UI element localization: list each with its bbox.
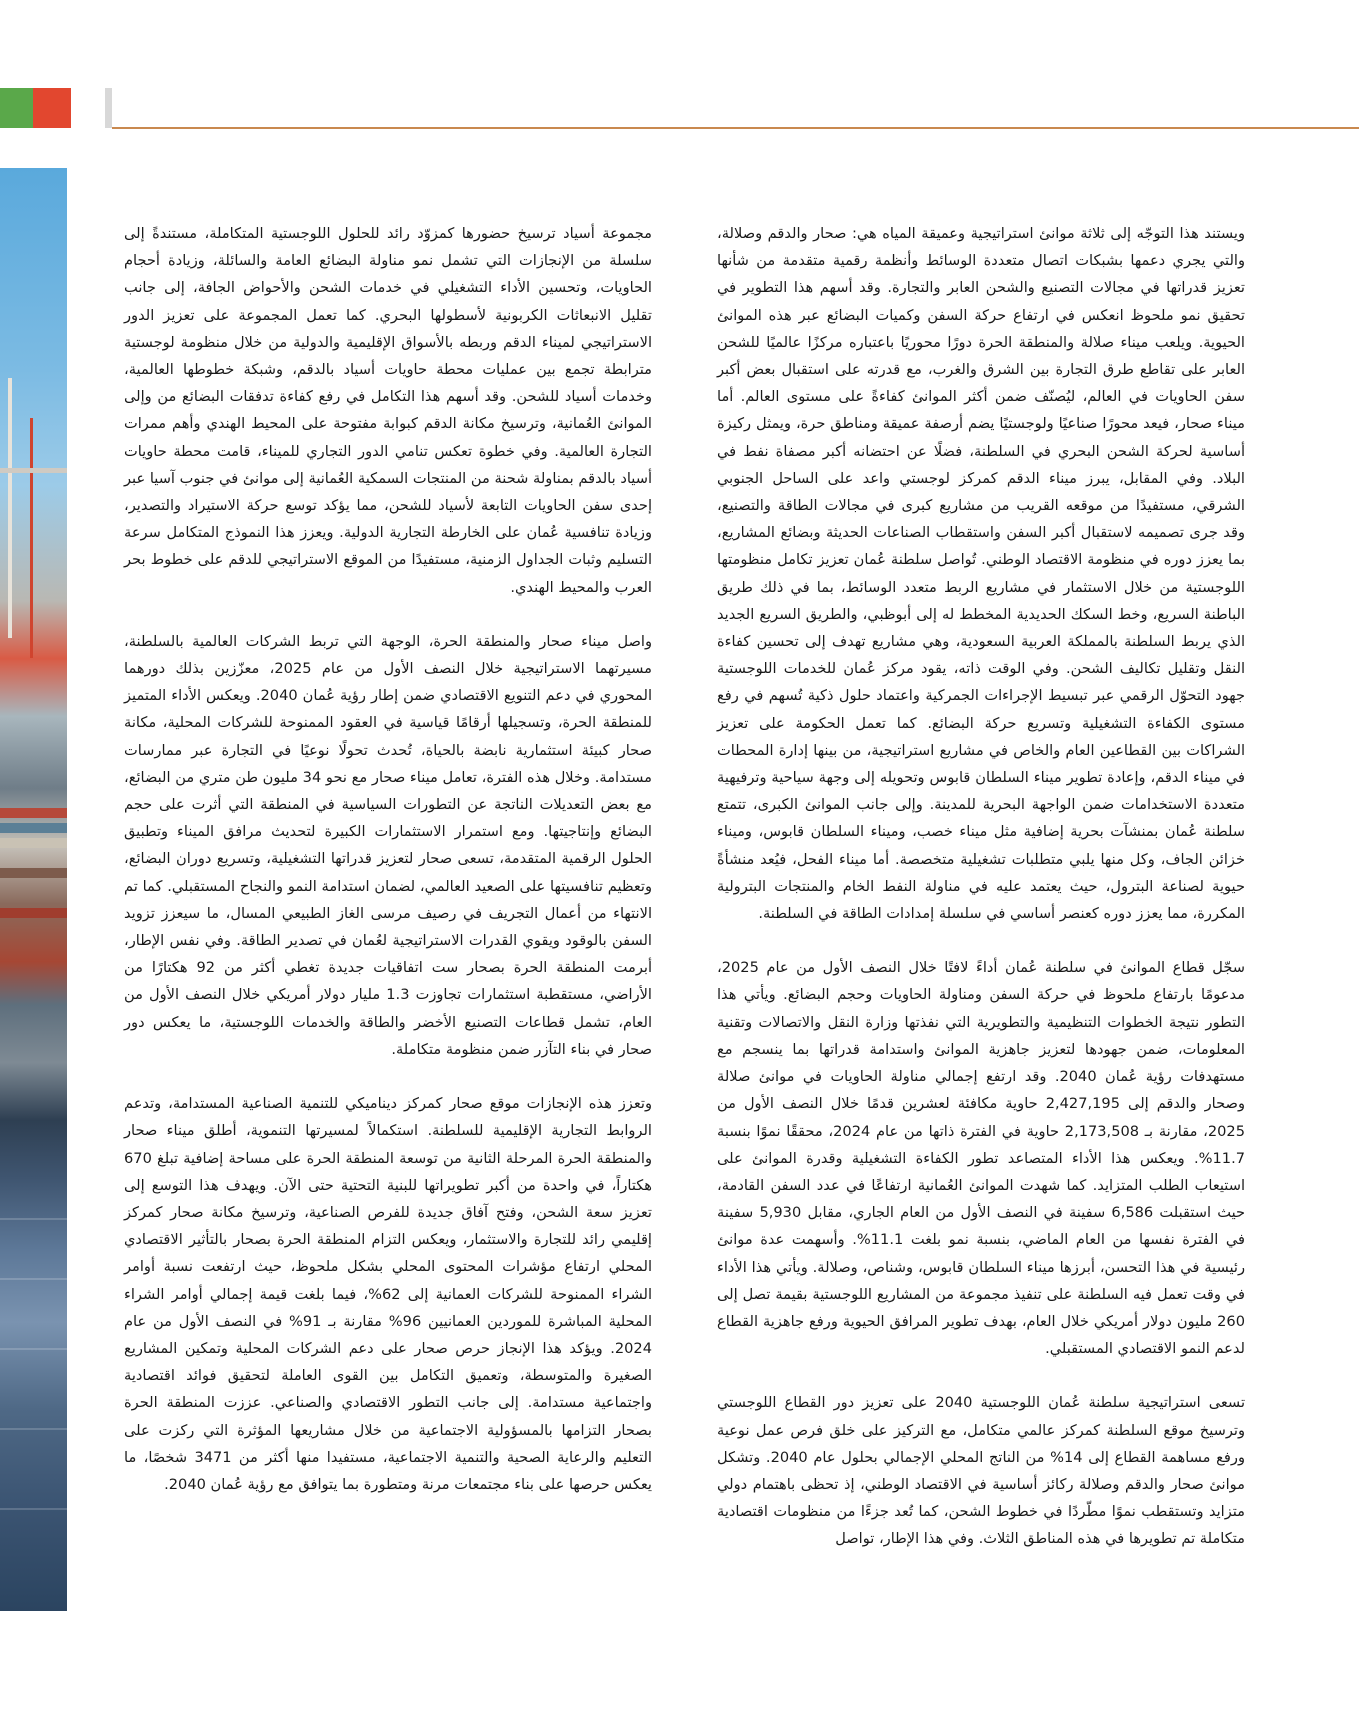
header-rule bbox=[112, 127, 1359, 129]
grey-bar bbox=[105, 88, 112, 128]
water-ripple bbox=[0, 1428, 67, 1430]
strip-gap bbox=[71, 88, 105, 128]
water-ripple bbox=[0, 1348, 67, 1350]
paragraph: تسعى استراتيجية سلطنة عُمان اللوجستية 2040 على تعزيز دور القطاع اللوجستي وترسيخ موقع السلطنة كمركز عالمي متكامل، مع التركيز على خلق فرص عمل نوعية ورفع مساهمة القطاع إلى 14% من الناتج المحلي الإجمالي بحلول عام 2040. وتشكل موانئ صحار والدقم وصلالة ركائز أساسية في الاقتصاد الوطني، إذ تحظى باهتمام دولي متزايد وتستقطب نموًا مطّردًا في خطوط الشحن، كما تُعد جزءًا من منظومات اقتصادية متكاملة تم تطويرها في هذه المناطق الثلاث. وفي هذا الإطار، تواصل bbox=[717, 1394, 1246, 1548]
paragraph: وتعزز هذه الإنجازات موقع صحار كمركز ديناميكي للتنمية الصناعية المستدامة، وتدعم الروابط التجارية الإقليمية للسلطنة. استكمالاً لمسيرتها التنموية، أطلق ميناء صحار والمنطقة الحرة المرحلة الثانية من توسعة المنطقة الحرة على مساحة إضافية تبلغ 670 هكتاراً، في واحدة من أكبر تطويراتها للبنية التحتية حتى الآن. ويهدف هذا التوسع إلى تعزيز سعة الشحن، وفتح آفاق جديدة للفرص الصناعية، وترسيخ مكانة صحار كمركز إقليمي رائد للتجارة والاستثمار، ويعكس التزام المنطقة الحرة بصحار بالتأثير الاقتصادي المحلي ارتفاع مؤشرات المحتوى المحلي بشكل ملحوظ، حيث ارتفعت نسبة أوامر الشراء الممنوحة للشركات العمانية إلى 62%، فيما بلغت قيمة إجمالي أوامر الشراء المحلية المباشرة للموردين العمانيين 96% مقارنة بـ 91% في النصف الأول من عام 2024. ويؤكد هذا الإنجاز حرص صحار على دعم الشركات المحلية وتمكين المشاريع الصغيرة والمتوسطة، وتعميق التكامل بين القوى العاملة لتحقيق فوائد اقتصادية واجتماعية مستدامة. إلى جانب التطور الاقتصادي والصناعي. عززت المنطقة الحرة بصحار التزامها بالمسؤولية الاجتماعية من خلال مشاريعها المؤثرة التي ركزت على التعليم والرعاية الصحية والتنمية الاجتماعية، مستفيدا منها أكثر من 3471 شخصًا، ما يعكس حرصها على بناء مجتمعات مرنة ومتطورة بما يتوافق مع رؤية عُمان 2040. bbox=[124, 1095, 652, 1493]
red-bar bbox=[33, 88, 71, 128]
port-photo-strip bbox=[0, 168, 67, 1611]
crane-shape bbox=[8, 378, 12, 638]
article-column-right bbox=[717, 220, 1245, 1580]
water-ripple bbox=[0, 1218, 67, 1220]
container-stack bbox=[0, 868, 67, 878]
water-ripple bbox=[0, 1508, 67, 1510]
container-stack bbox=[0, 838, 67, 848]
paragraph: سجّل قطاع الموانئ في سلطنة عُمان أداءً لافتًا خلال النصف الأول من عام 2025، مدعومًا بارتفاع ملحوظ في حركة السفن ومناولة الحاويات وحجم البضائع. ويأتي هذا التطور نتيجة الخطوات التنظيمية والتطويرية التي نفذتها وزارة النقل والاتصالات وتقنية المعلومات، ضمن جهودها لتعزيز جاهزية الموانئ واستدامة قدراتها بما ينسجم مع مستهدفات رؤية عُمان 2040. وقد ارتفع إجمالي مناولة الحاويات في موانئ صلالة وصحار والدقم إلى 2,427,195 حاوية مكافئة لعشرين قدمًا خلال النصف الأول من 2025، مقارنة بـ 2,173,508 حاوية في الفترة ذاتها من عام 2024، محققًا نموًا بنسبة 11.7%. ويعكس هذا الأداء المتصاعد تطور الكفاءة التشغيلية وقدرة الموانئ على استيعاب الطلب المتزايد. كما شهدت الموانئ العُمانية ارتفاعًا في عدد السفن القادمة، حيث استقبلت 6,586 سفينة في النصف الأول من العام الجاري، مقابل 5,930 سفينة في الفترة نفسها من العام الماضي، بنسبة نمو بلغت 11.1%. وأسهمت عدة موانئ رئيسية في هذا التحسن، أبرزها ميناء السلطان قابوس، وشناص، وصلالة. ويأتي هذا الأداء في وقت تعمل فيه السلطنة على تنفيذ مجموعة من المشاريع اللوجستية بقيمة تصل إلى 260 مليون دولار أمريكي خلال العام، بهدف تطوير المرافق الحيوية ورفع جاهزية القطاع لدعم النمو الاقتصادي المستقبلي. bbox=[717, 959, 1246, 1358]
container-stack bbox=[0, 823, 67, 833]
article-column-left bbox=[124, 220, 652, 1525]
container-stack bbox=[0, 908, 67, 918]
paragraph: ويستند هذا التوجّه إلى ثلاثة موانئ استراتيجية وعميقة المياه هي: صحار والدقم وصلالة، والتي يجري دعمها بشبكات اتصال متعددة الوسائط وأنظمة رقمية متقدمة من شأنها تعزيز قدراتها في مجالات التصنيع والشحن العابر والتجارة. وقد أسهم هذا التطوير في تحقيق نمو ملحوظ انعكس في ارتفاع حركة السفن وكميات البضائع عبر هذه الموانئ الحيوية. ويلعب ميناء صلالة والمنطقة الحرة دورًا محوريًا باعتباره مركزًا عالميًا للشحن العابر على تقاطع طرق التجارة بين الشرق والغرب، مع قدرته على استقبال بعض أكبر سفن الحاويات في العالم، ليُصنّف ضمن أكثر الموانئ كفاءةً على مستوى العالم. أما ميناء صحار، فيعد محورًا صناعيًا ولوجستيًا يضم أرصفة عميقة ومناطق حرة، ويمثل ركيزة أساسية لحركة الشحن البحري في السلطنة، فضلًا عن احتضانه أكبر مصفاة نفط في البلاد. وفي المقابل، يبرز ميناء الدقم كمركز لوجستي واعد على الساحل الجنوبي الشرقي، مستفيدًا من موقعه القريب من مشاريع كبرى في مجالات الطاقة والتصنيع، وقد جرى تصميمه لاستقبال أكبر السفن واستقطاب الصناعات الحديثة وبضائع المشاريع، بما يعزز دوره في منظومة الاقتصاد الوطني. تُواصل سلطنة عُمان تعزيز تكامل منظومتها اللوجستية من خلال الاستثمار في مشاريع الربط متعدد الوسائط، بما في ذلك طريق الباطنة السريع، وخط السكك الحديدية المخطط له إلى أبوظبي، والطريق السريع الجديد الذي يربط السلطنة بالمملكة العربية السعودية، وهي مشاريع تهدف إلى تحسين كفاءة النقل وتقليل تكاليف الشحن. وفي الوقت ذاته، يقود مركز عُمان للخدمات اللوجستية جهود التحوّل الرقمي عبر تبسيط الإجراءات الجمركية واعتماد حلول ذكية تُسهم في رفع مستوى الكفاءة التشغيلية وتسريع حركة البضائع. كما تعمل الحكومة على تعزيز الشراكات بين القطاعين العام والخاص في مشاريع استراتيجية، من بينها إدارة المحطات في ميناء الدقم، وإعادة تطوير ميناء السلطان قابوس وتحويله إلى وجهة سياحية وترفيهية متعددة الاستخدامات ضمن الواجهة البحرية للمدينة. وإلى جانب الموانئ الكبرى، تتمتع سلطنة عُمان بمنشآت بحرية إضافية مثل ميناء خصب، وميناء السلطان قابوس، وميناء خزائن الجاف، وكل منها يلبي متطلبات تشغيلية متخصصة. أما ميناء الفحل، فيُعد منشأةً حيوية لصناعة البترول، حيث يعتمد عليه في مناولة النفط الخام والمنتجات البترولية المكررة، مما يعزز دوره كعنصر أساسي في سلسلة إمدادات الطاقة في السلطنة. bbox=[717, 225, 1245, 923]
paragraph: واصل ميناء صحار والمنطقة الحرة، الوجهة التي تربط الشركات العالمية بالسلطنة، مسيرتهما الاستراتيجية خلال النصف الأول من عام 2025، معزّزين بذلك دورهما المحوري في دعم التنويع الاقتصادي ضمن إطار رؤية عُمان 2040. ويعكس الأداء المتميز للمنطقة الحرة، وتسجيلها أرقامًا قياسية في العقود الممنوحة للشركات المحلية، مكانة صحار كبيئة استثمارية نابضة بالحياة، تُحدث تحولًا نوعيًا في التجارة عبر ممارسات مستدامة. وخلال هذه الفترة، تعامل ميناء صحار مع نحو 34 مليون طن متري من البضائع، مع بعض التعديلات الناتجة عن التطورات السياسية في المنطقة التي أثرت على حجم البضائع وإنتاجيتها. ومع استمرار الاستثمارات الكبيرة لتحديث مرافق الميناء وتطبيق الحلول الرقمية المتقدمة، تسعى صحار لتعزيز قدراتها التشغيلية، وتسريع دوران البضائع، وتعظيم تنافسيتها على الصعيد العالمي، لضمان استدامة النمو والنجاح المستقبلي. كما تم الانتهاء من أعمال التجريف في رصيف مرسى الغاز الطبيعي المسال، ما سيعزز تزويد السفن بالوقود ويقوي القدرات الاستراتيجية لعُمان في تصدير الطاقة. وفي نفس الإطار، أبرمت المنطقة الحرة بصحار ست اتفاقيات جديدة تغطي أكثر من 92 هكتارًا من الأراضي، مستقطبة استثمارات تجاوزت 1.3 مليار دولار أمريكي خلال النصف الأول من العام، تشمل قطاعات التصنيع الأخضر والطاقة والخدمات اللوجستية، ما يعكس دور صحار في بناء التآزر ضمن منظومة متكاملة. bbox=[124, 632, 653, 1058]
water-ripple bbox=[0, 1278, 67, 1280]
crane-shape bbox=[0, 468, 67, 473]
crane-shape bbox=[30, 418, 33, 658]
header-color-strip bbox=[0, 88, 112, 128]
container-stack bbox=[0, 808, 67, 818]
green-bar bbox=[0, 88, 33, 128]
paragraph: مجموعة أسياد ترسيخ حضورها كمزوّد رائد للحلول اللوجستية المتكاملة، مستندةً إلى سلسلة من الإنجازات التي تشمل نمو مناولة البضائع العامة والسائلة، وزيادة أحجام الحاويات، وتحسين الأداء التشغيلي في خدمات الشحن والأحواض الجافة، إلى جانب تقليل الانبعاثات الكربونية لأسطولها البحري. كما تعمل المجموعة على تعزيز الدور الاستراتيجي لميناء الدقم وربطه بالأسواق الإقليمية والدولية من خلال منظومة لوجستية مترابطة تجمع بين عمليات محطة حاويات أسياد بالدقم، وشبكة خطوطها العالمية، وخدمات أسياد للشحن. وقد أسهم هذا التكامل في رفع كفاءة تدفقات البضائع من وإلى الموانئ العُمانية، وترسيخ مكانة الدقم كبوابة مفتوحة على المحيط الهندي وأهم ممرات التجارة العالمية. وفي خطوة تعكس تنامي الدور التجاري للميناء، قامت محطة حاويات أسياد بالدقم بمناولة شحنة من المنتجات السمكية العُمانية إلى موانئ في جنوب آسيا عبر إحدى سفن الحاويات التابعة لأسياد للشحن، مما يؤكد توسع حركة الاستيراد والتصدير، وزيادة تنافسية عُمان على الخارطة التجارية الدولية. ويعزز هذا النموذج المتكامل سرعة التسليم وثبات الجداول الزمنية، مستفيدًا من الموقع الاستراتيجي للدقم على خطوط بحر العرب والمحيط الهندي. bbox=[124, 225, 652, 596]
